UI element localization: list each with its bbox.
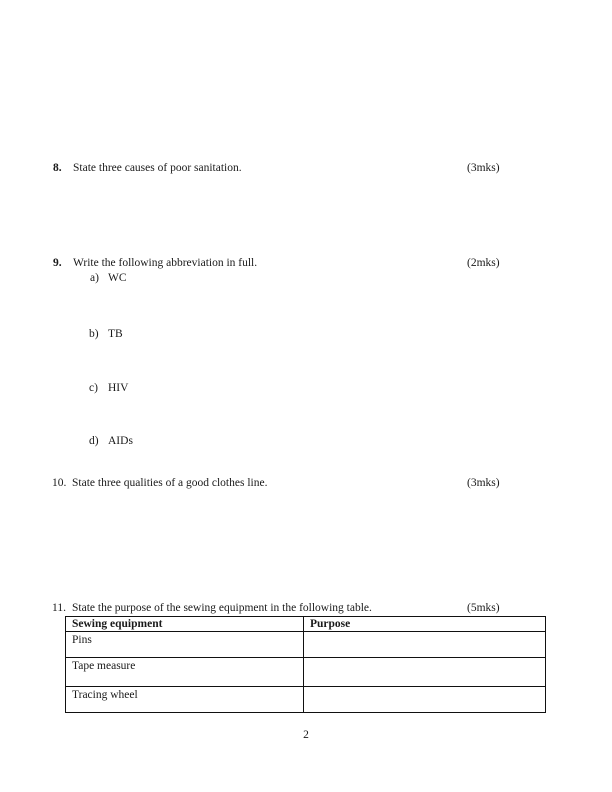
- table-cell-equipment: Tracing wheel: [66, 687, 304, 713]
- table-header-row: [66, 617, 546, 632]
- sub-item-a: [0, 271, 612, 285]
- question-10-line: [0, 476, 612, 490]
- table-cell-purpose: [304, 687, 546, 713]
- sub-item-d: [0, 434, 612, 448]
- question-8-marks: (3mks): [467, 162, 500, 174]
- sub-item-c-letter: c): [89, 382, 98, 394]
- table-header-purpose: Purpose: [304, 617, 546, 632]
- question-11-text: State the purpose of the sewing equipment in the following table.: [72, 602, 372, 614]
- table-row: [66, 658, 546, 687]
- sub-item-a-letter: a): [90, 272, 99, 284]
- table-row: [66, 632, 546, 658]
- table-header-equipment: Sewing equipment: [66, 617, 304, 632]
- table-cell-equipment: Tape measure: [66, 658, 304, 687]
- sub-item-b-letter: b): [89, 328, 99, 340]
- sewing-equipment-table: [65, 616, 546, 713]
- sub-item-d-letter: d): [89, 435, 99, 447]
- sub-item-b-text: TB: [108, 328, 123, 340]
- question-11-marks: (5mks): [467, 602, 500, 614]
- sub-item-b: [0, 327, 612, 341]
- table-row: [66, 687, 546, 713]
- sub-item-c: [0, 381, 612, 395]
- table-cell-equipment: Pins: [66, 632, 304, 658]
- question-11-line: [0, 601, 612, 615]
- question-10-marks: (3mks): [467, 477, 500, 489]
- question-8-number: 8.: [53, 162, 62, 174]
- question-8-line: [0, 161, 612, 175]
- question-8-text: State three causes of poor sanitation.: [73, 162, 242, 174]
- table-cell-purpose: [304, 632, 546, 658]
- question-9-text: Write the following abbreviation in full.: [73, 257, 258, 269]
- sub-item-d-text: AIDs: [108, 435, 133, 447]
- question-9-number: 9.: [53, 257, 62, 269]
- question-11-number: 11.: [52, 602, 66, 614]
- sub-item-c-text: HIV: [108, 382, 129, 394]
- question-10-number: 10.: [52, 477, 67, 489]
- question-10-text: State three qualities of a good clothes line.: [72, 477, 268, 489]
- question-9-line: [0, 256, 612, 270]
- sub-item-a-text: WC: [108, 272, 127, 284]
- page-number: 2: [303, 729, 309, 741]
- page-number-row: [0, 728, 612, 742]
- table-cell-purpose: [304, 658, 546, 687]
- question-9-marks: (2mks): [467, 257, 500, 269]
